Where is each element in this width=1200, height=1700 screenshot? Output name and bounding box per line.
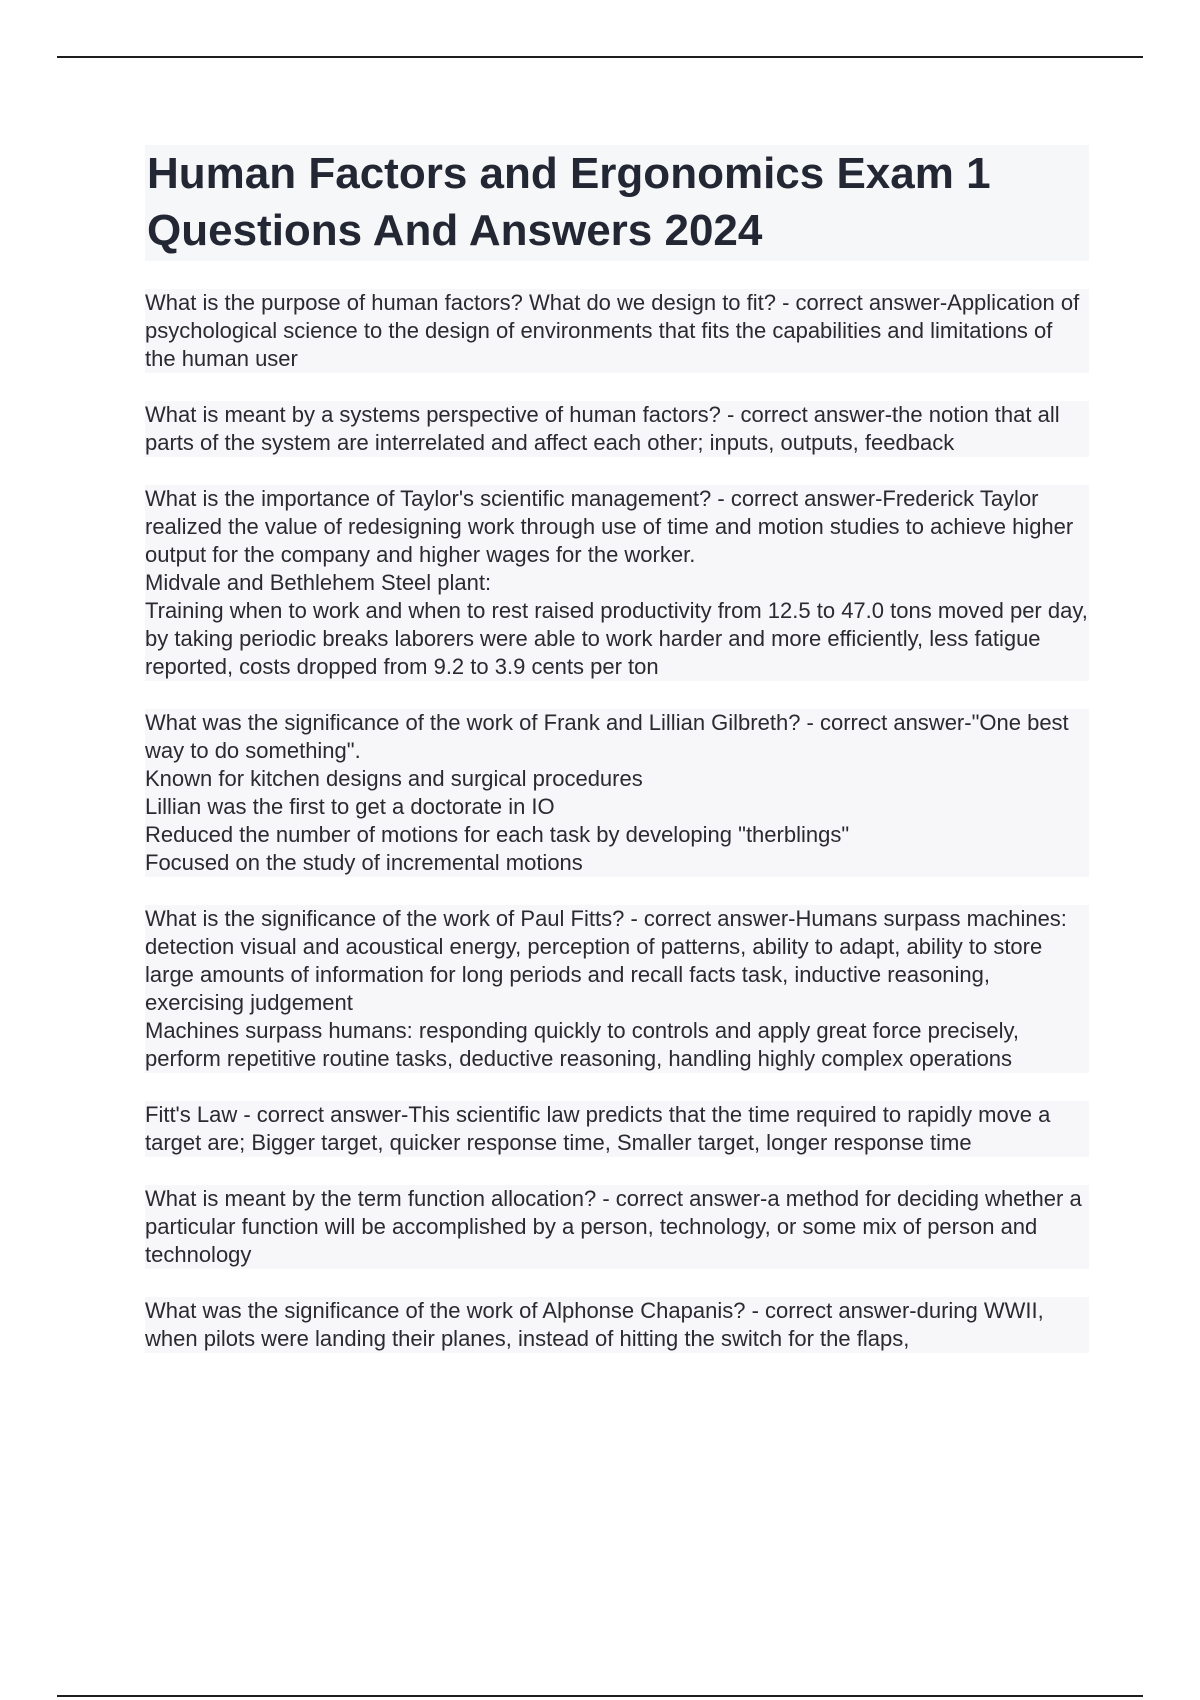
qa-answer-line: Focused on the study of incremental motions (145, 849, 1089, 877)
qa-answer-line: Midvale and Bethlehem Steel plant: (145, 569, 1089, 597)
qa-list (145, 289, 1089, 1353)
qa-item (145, 1101, 1089, 1157)
qa-question-answer: What was the significance of the work of Frank and Lillian Gilbreth? - correct answer-"One best way to do something". (145, 709, 1089, 765)
qa-question-answer: What is meant by a systems perspective of human factors? - correct answer-the notion that all parts of the system are interrelated and affect each other; inputs, outputs, feedback (145, 401, 1089, 457)
qa-item (145, 709, 1089, 877)
qa-item (145, 401, 1089, 457)
qa-answer-line: Machines surpass humans: responding quickly to controls and apply great force precisely, perform repetitive routine tasks, deductive reasoning, handling highly complex operations (145, 1017, 1089, 1073)
qa-item (145, 485, 1089, 681)
qa-item (145, 289, 1089, 373)
qa-question-answer: Fitt's Law - correct answer-This scientific law predicts that the time required to rapidly move a target are; Bigger target, quicker response time, Smaller target, longer response time (145, 1101, 1089, 1157)
qa-answer-line: Training when to work and when to rest raised productivity from 12.5 to 47.0 tons moved per day, by taking periodic breaks laborers were able to work harder and more efficiently, less fatigue reported, costs dropped from 9.2 to 3.9 cents per ton (145, 598, 1088, 679)
qa-item (145, 1185, 1089, 1269)
qa-answer-line: Known for kitchen designs and surgical procedures (145, 765, 1089, 793)
qa-answer-line: Lillian was the first to get a doctorate in IO (145, 793, 1089, 821)
qa-question-answer: What is the significance of the work of Paul Fitts? - correct answer-Humans surpass machines: detection visual and acoustical energy, perception of patterns, ability to adapt, ability to store large amounts of information for long periods and recall facts task, inductive reasoning, exercising judgement (145, 905, 1089, 1017)
bottom-rule (57, 1695, 1143, 1697)
qa-question-answer: What is the importance of Taylor's scientific management? - correct answer-Frederick Taylor realized the value of redesigning work through use of time and motion studies to achieve higher output for the company and higher wages for the worker. (145, 485, 1089, 569)
page-title: Human Factors and Ergonomics Exam 1 Questions And Answers 2024 (145, 145, 1089, 261)
qa-question-answer: What is meant by the term function allocation? - correct answer-a method for deciding whether a particular function will be accomplished by a person, technology, or some mix of person and technology (145, 1185, 1089, 1269)
qa-answer-line: Reduced the number of motions for each task by developing "therblings" (145, 821, 1089, 849)
qa-question-answer: What was the significance of the work of Alphonse Chapanis? - correct answer-during WWII, when pilots were landing their planes, instead of hitting the switch for the flaps, (145, 1297, 1089, 1353)
qa-item (145, 1297, 1089, 1353)
qa-item (145, 905, 1089, 1073)
top-rule (57, 56, 1143, 58)
document-body (145, 145, 1089, 1381)
qa-question-answer: What is the purpose of human factors? What do we design to fit? - correct answer-Application of psychological science to the design of environments that fits the capabilities and limitations of the human user (145, 289, 1089, 373)
